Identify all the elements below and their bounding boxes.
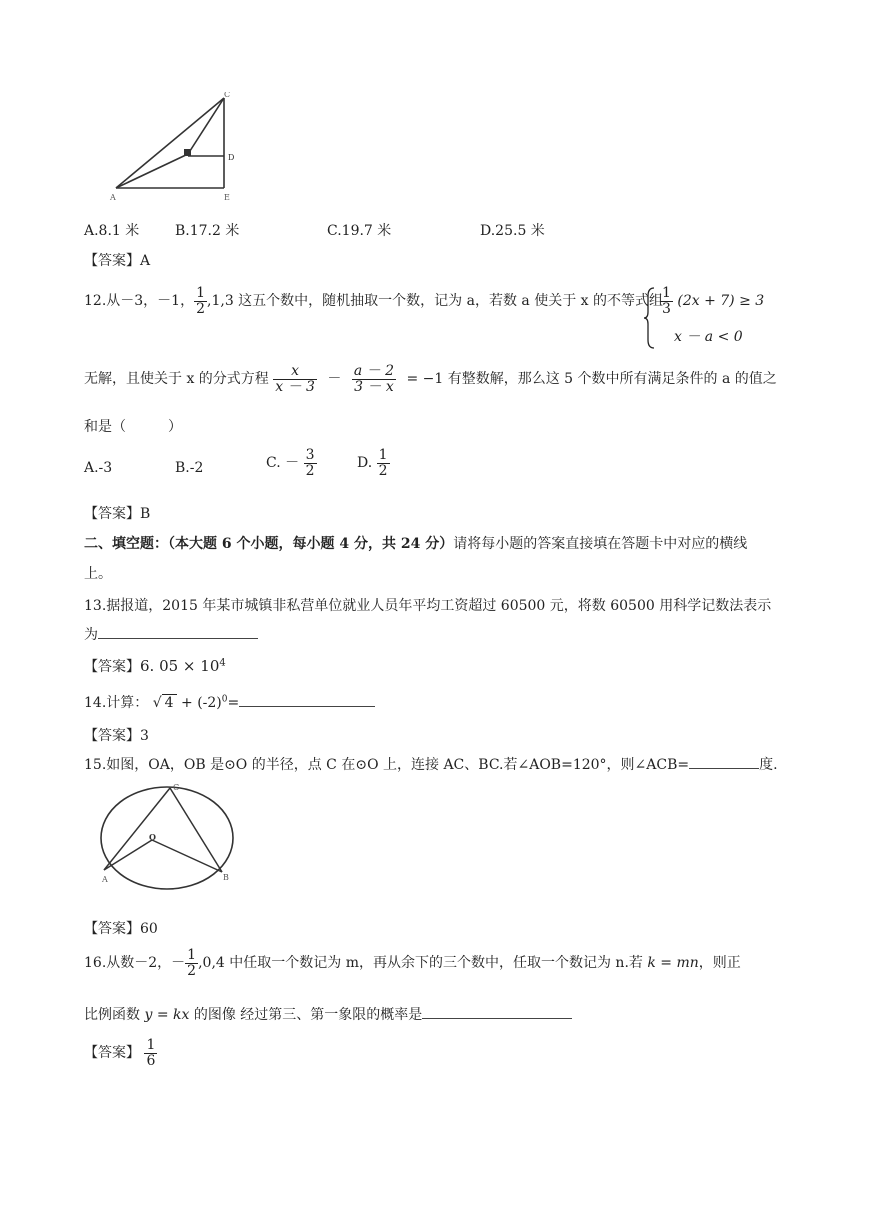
q12-half-fraction: $\frac{1}{2}$ — [196, 285, 206, 317]
q12-option-b: B.-2 — [175, 460, 204, 476]
q16-line2: 比例函数 y = kx 的图像 经过第三、第一象限的概率是 — [84, 1004, 572, 1024]
q13-line1: 13.据报道，2015 年某市城镇非私营单位就业人员年平均工资超过 60500 元，将数 60500 用科学记数法表示 — [84, 598, 772, 614]
q12-fraction-1: $\frac{x}{x - 3}$ — [275, 363, 315, 395]
svg-text:C: C — [224, 92, 231, 99]
triangle-figure — [108, 92, 258, 204]
section2-instruction-line2: 上。 — [84, 566, 112, 582]
q12-line3: 和是（ ） — [84, 419, 182, 435]
circle-figure — [96, 782, 238, 894]
q12-line1 — [84, 286, 663, 316]
q13-answer: 【答案】6. $05 \times 10^4$ — [84, 657, 226, 675]
q11-option-a: A.8.1 米 — [84, 223, 140, 239]
q12-option-c: C. － $\frac{3}{2}$ — [266, 447, 315, 479]
q12-mid: ,1,3 这五个数中，随机抽取一个数，记为 a，若数 a 使关于 x 的不等式组 — [207, 293, 664, 310]
sqrt-symbol: √ — [152, 695, 162, 711]
q11-option-d: D.25.5 米 — [480, 223, 545, 239]
q15-line: 15.如图，OA，OB 是⊙O 的半径，点 C 在⊙O 上，连接 AC、BC.若∠AOB=120°，则∠ACB= 度. — [84, 757, 778, 773]
svg-text:C: C — [173, 783, 180, 792]
q16-half-fraction: $\frac{1}{2}$ — [187, 947, 197, 979]
q13-answer-blank[interactable] — [98, 626, 258, 639]
svg-text:O: O — [149, 832, 156, 842]
q12-inequality-system: $\frac{1}{3}$ (2x + 7) ≥ 3 x － a < 0 — [644, 286, 804, 350]
q14-answer: 【答案】3 — [84, 728, 149, 744]
q12-line2: 无解，且使关于 x 的分式方程 $\frac{x}{x - 3}$ － $\frac{a - 2}{3 - x}$ = −1 有整数解，那么这 5 个数中所有满足条件的 a 的值之 — [84, 363, 777, 395]
q16-line1: 16.从数－2，－ $\frac{1}{2}$ ,0,4 中任取一个数记为 m，再从余下的三个数中，任取一个数记为 n.若 k = mn，则正 — [84, 947, 741, 979]
svg-text:E: E — [224, 193, 230, 202]
q12-answer: 【答案】B — [84, 506, 151, 522]
q12-option-a: A.-3 — [84, 460, 113, 476]
section2-heading: 二、填空题：（本大题 6 个小题，每小题 4 分，共 24 分）请将每小题的答案直接填在答题卡中对应的横线 — [84, 536, 748, 552]
q14-answer-blank[interactable] — [239, 694, 375, 707]
q12-prefix: 12.从－3，－1， — [84, 293, 195, 310]
q15-answer-blank[interactable] — [689, 756, 759, 769]
svg-text:A: A — [102, 875, 108, 884]
q16-answer: 【答案】 $\frac{1}{6}$ — [84, 1037, 156, 1069]
q11-answer: 【答案】A — [84, 253, 151, 269]
q16-answer-blank[interactable] — [422, 1006, 572, 1019]
q15-answer: 【答案】60 — [84, 921, 158, 937]
q13-line2: 为 — [84, 624, 258, 644]
q11-option-b: B.17.2 米 — [175, 223, 240, 239]
q12-option-d: D. $\frac{1}{2}$ — [357, 447, 388, 479]
q11-option-c: C.19.7 米 — [327, 223, 392, 239]
svg-text:B: B — [223, 873, 229, 882]
svg-text:D: D — [228, 153, 235, 162]
q14-line: 14.计算： √ $4 + (-2)^0=$ — [84, 692, 375, 712]
q12-fraction-2: $\frac{a - 2}{3 - x}$ — [353, 363, 395, 395]
svg-text:A: A — [110, 193, 116, 202]
